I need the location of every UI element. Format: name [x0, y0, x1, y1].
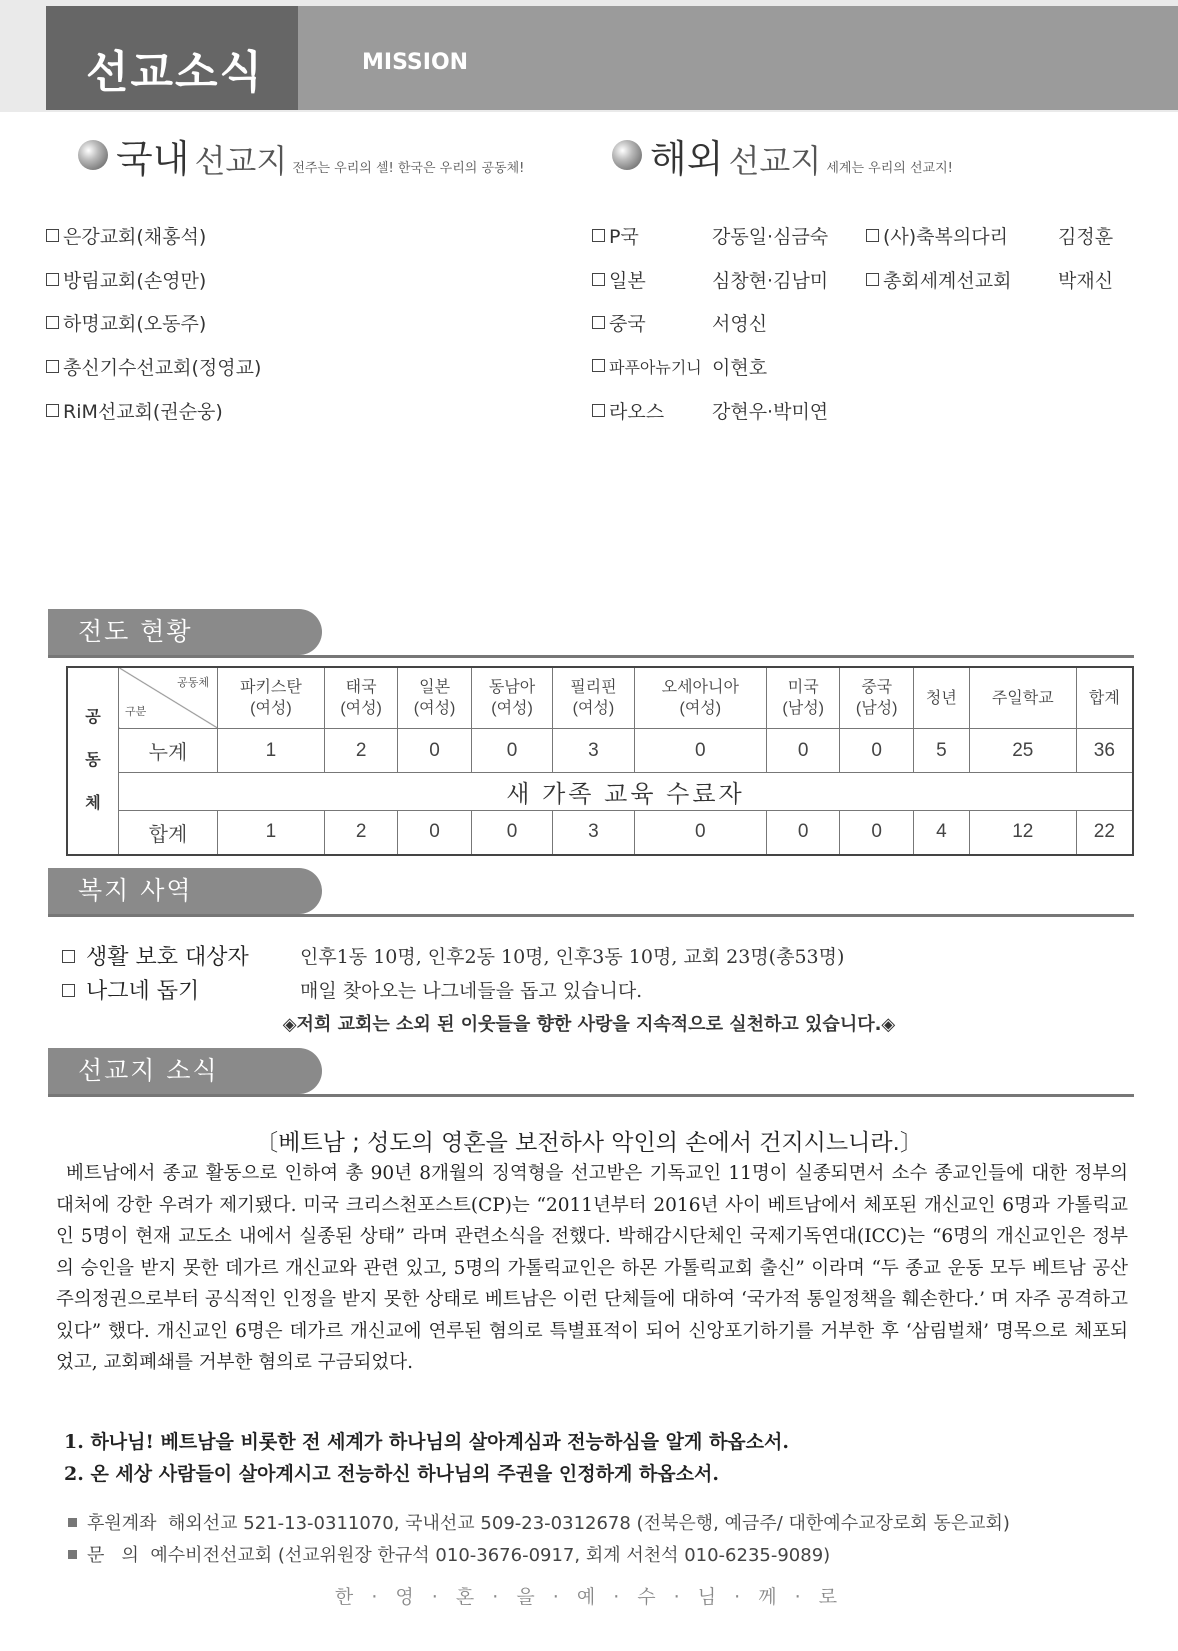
column-header: 중국 (남성)	[840, 667, 913, 729]
table-row	[67, 811, 1133, 855]
list-item: 일본	[592, 266, 646, 293]
row-label: 합계	[119, 811, 218, 855]
list-item: 라오스	[592, 397, 664, 424]
table-cell: 0	[471, 811, 552, 855]
merged-caption: 새 가족 교육 수료자	[119, 773, 1134, 811]
column-header: 동남아 (여성)	[471, 667, 552, 729]
table-cell: 1	[218, 729, 325, 773]
checkbox-icon	[46, 316, 59, 329]
table-cell: 0	[840, 811, 913, 855]
bullet-icon	[68, 1550, 77, 1559]
list-item: 중국	[592, 309, 646, 336]
checkbox-icon	[592, 273, 605, 286]
table-cell: 12	[969, 811, 1076, 855]
checkbox-icon	[46, 404, 59, 417]
overseas-heading	[650, 128, 953, 183]
checkbox-icon	[62, 984, 75, 997]
checkbox-icon	[592, 404, 605, 417]
table-cell: 0	[634, 729, 766, 773]
table-cell: 3	[553, 729, 634, 773]
domestic-title-main: 국내	[116, 137, 190, 181]
table-cell: 36	[1076, 729, 1133, 773]
news-headline: 〔베트남 ; 성도의 영혼을 보전하사 악인의 손에서 건지시느니라.〕	[255, 1130, 923, 1156]
bullet-icon	[68, 1518, 77, 1527]
list-item: RiM선교회(권순웅)	[46, 397, 223, 424]
table-cell: 0	[766, 811, 839, 855]
table-cell: 4	[913, 811, 969, 855]
table-cell: 0	[398, 811, 471, 855]
welfare-value: 매일 찾아오는 나그네들을 돕고 있습니다.	[300, 980, 643, 1002]
list-item: 총회세계선교회	[866, 266, 1011, 293]
domestic-tagline: 전주는 우리의 셀! 한국은 우리의 공동체!	[292, 161, 525, 176]
list-item-name: 심창현·김남미	[712, 270, 829, 292]
checkbox-icon	[592, 359, 605, 372]
table-cell: 0	[766, 729, 839, 773]
table-cell: 2	[324, 729, 397, 773]
footer-contact: 문 의 예수비전선교회 (선교위원장 한규석 010-3676-0917, 회계 서천석 010-6235-9089)	[68, 1541, 830, 1567]
news-body: 베트남에서 종교 활동으로 인하여 총 90년 8개월의 징역형을 선고받은 기독교인 11명이 실종되면서 소수 종교인들에 대한 정부의 대처에 강한 우려가 제기됐다. 미국 크리스천포스트(CP)는 “2011년부터 2016년 사이 베트남에서 체포된 개신교인 6명과 가톨릭교인 5명이 현재 교도소 내에서 실종된 상태” 라며 관련소식을 전했다. 박해감시단체인 국제기독연대(ICC)는 “6명의 개신교인은 정부의 승인을 받지 못한 데가르 개신교와 관련 있고, 5명의 가톨릭교인은 하몬 가톨릭교회 출신” 이라며 “두 종교 운동 모두 베트남 공산주의정권으로부터 공식적인 인정을 받지 못한 상태로 베트남은 이런 단체들에 대하여 ‘국가적 통일정책을 훼손한다.’ 며 자주 공격하고 있다” 했다. 개신교인 6명은 데가르 개신교에 연루된 혐의로 특별표적이 되어 신앙포기하기를 거부한 후 ‘삼림벌채’ 명목으로 체포되었고, 교회폐쇄를 거부한 혐의로 구금되었다.	[56, 1163, 1128, 1373]
globe-icon	[612, 140, 642, 170]
divider	[48, 655, 1134, 658]
list-item: P국	[592, 222, 639, 249]
tab-news: 선교지 소식	[48, 1048, 322, 1094]
tab-evangelism: 전도 현황	[48, 609, 322, 655]
column-header: 필리핀 (여성)	[553, 667, 634, 729]
overseas-tagline: 세계는 우리의 선교지!	[826, 161, 953, 176]
list-item-name: 이현호	[712, 357, 768, 379]
column-header: 주일학교	[969, 667, 1076, 729]
table-cell: 0	[471, 729, 552, 773]
divider	[48, 914, 1134, 917]
list-item-name: 김정훈	[1058, 226, 1114, 248]
checkbox-icon	[62, 950, 75, 963]
table-cell: 25	[969, 729, 1076, 773]
globe-icon	[78, 140, 108, 170]
column-header: 오세아니아 (여성)	[634, 667, 766, 729]
divider	[48, 1094, 1134, 1097]
column-header: 청년	[913, 667, 969, 729]
corner-cell: 공동체 구분	[119, 667, 218, 729]
table-cell: 0	[634, 811, 766, 855]
list-item-name: 서영신	[712, 313, 768, 335]
checkbox-icon	[592, 316, 605, 329]
checkbox-icon	[866, 273, 879, 286]
checkbox-icon	[46, 273, 59, 286]
page-title: 선교소식	[86, 47, 265, 98]
tab-welfare: 복지 사역	[48, 868, 322, 914]
checkbox-icon	[46, 360, 59, 373]
list-item-name: 박재신	[1058, 270, 1114, 292]
table-cell: 1	[218, 811, 325, 855]
column-header: 미국 (남성)	[766, 667, 839, 729]
welfare-value: 인후1동 10명, 인후2동 10명, 인후3동 10명, 교회 23명(총53명)	[300, 946, 845, 968]
welfare-label: 생활 보호 대상자	[62, 940, 249, 971]
welfare-slogan: ◈저희 교회는 소외 된 이웃들을 향한 사랑을 지속적으로 실천하고 있습니다.◈	[282, 1014, 896, 1035]
footer-account: 후원계좌 해외선교 521-13-0311070, 국내선교 509-23-0312678 (전북은행, 예금주/ 대한예수교장로회 동은교회)	[68, 1509, 1010, 1535]
table-row	[67, 729, 1133, 773]
table-row	[67, 773, 1133, 811]
table-cell: 5	[913, 729, 969, 773]
column-header: 파키스탄 (여성)	[218, 667, 325, 729]
checkbox-icon	[592, 229, 605, 242]
table-cell: 2	[324, 811, 397, 855]
row-label: 누계	[119, 729, 218, 773]
column-header: 합계	[1076, 667, 1133, 729]
table-cell: 22	[1076, 811, 1133, 855]
table-cell: 0	[398, 729, 471, 773]
list-item: (사)축복의다리	[866, 222, 1008, 249]
list-item: 은강교회(채홍석)	[46, 222, 206, 249]
list-item: 총신기수선교회(정영교)	[46, 353, 261, 380]
prayer-item: 2. 온 세상 사람들이 살아계시고 전능하신 하나님의 주권을 인정하게 하옵소서.	[64, 1463, 719, 1485]
overseas-title-main: 해외	[650, 137, 724, 181]
list-item: 파푸아뉴기니	[592, 355, 702, 378]
overseas-title-sub: 선교지	[728, 142, 822, 180]
list-item: 방림교회(손영만)	[46, 266, 206, 293]
column-header: 태국 (여성)	[324, 667, 397, 729]
table-cell: 0	[840, 729, 913, 773]
checkbox-icon	[866, 229, 879, 242]
welfare-label: 나그네 돕기	[62, 974, 199, 1005]
list-item-name: 강동일·심금숙	[712, 226, 829, 248]
list-item: 하명교회(오동주)	[46, 309, 206, 336]
domestic-title-sub: 선교지	[194, 142, 288, 180]
domestic-heading	[116, 128, 524, 183]
table-header-row	[67, 667, 1133, 729]
column-header: 일본 (여성)	[398, 667, 471, 729]
footer-motto: 한 · 영 · 혼 · 을 · 예 · 수 · 님 · 께 · 로	[334, 1586, 844, 1608]
page-subtitle: MISSION	[362, 50, 469, 75]
prayer-item: 1. 하나님! 베트남을 비롯한 전 세계가 하나님의 살아계심과 전능하심을 알게 하옵소서.	[64, 1431, 789, 1453]
list-item-name: 강현우·박미연	[712, 401, 829, 423]
table-cell: 3	[553, 811, 634, 855]
side-label: 공 동 체	[67, 667, 119, 855]
checkbox-icon	[46, 229, 59, 242]
evangelism-table	[66, 666, 1134, 856]
